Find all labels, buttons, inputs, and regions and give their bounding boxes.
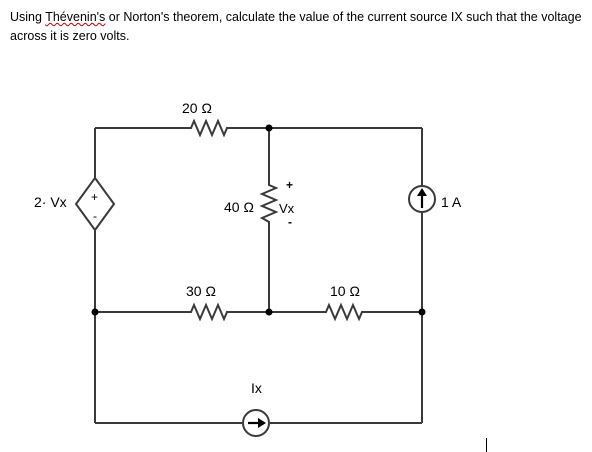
resistor-10-zigzag (320, 305, 368, 319)
current-source-1a (409, 186, 462, 212)
resistor-30-label: 30 Ω (186, 283, 216, 299)
vx-label: Vx (279, 201, 295, 216)
dependent-source-plus: + (91, 190, 99, 204)
circuit-wires (95, 128, 422, 423)
resistor-10-ohm (320, 283, 368, 319)
dependent-voltage-source (34, 178, 114, 230)
dependent-source-label: 2· Vx (34, 194, 67, 210)
question-suffix: or Norton's theorem, calculate the value of the current source IX such that the voltage across it is zero volts. (10, 10, 582, 43)
resistor-40-label: 40 Ω (224, 199, 254, 215)
node-left-middle (92, 309, 99, 316)
question-highlight-word: Thévenin's (45, 10, 106, 24)
circuit-nodes (92, 125, 426, 316)
vx-minus: - (288, 215, 292, 229)
current-source-ix (243, 380, 269, 436)
current-source-ix-label: Ix (251, 380, 262, 396)
resistor-10-label: 10 Ω (330, 283, 360, 299)
question-prefix: Using (10, 10, 46, 24)
node-center (266, 309, 273, 316)
resistor-20-zigzag (185, 121, 233, 135)
dependent-source-minus: - (93, 209, 97, 223)
current-source-1a-label: 1 A (441, 194, 462, 210)
text-cursor (486, 438, 487, 452)
resistor-40-zigzag (262, 180, 276, 228)
vx-plus: + (286, 178, 294, 192)
resistor-20-label: 20 Ω (182, 100, 212, 116)
resistor-30-ohm (185, 283, 233, 319)
node-top-middle (266, 125, 273, 132)
vx-voltage-marker (279, 178, 295, 229)
resistor-20-ohm (182, 100, 233, 135)
resistor-30-zigzag (185, 305, 233, 319)
resistor-40-ohm (224, 180, 276, 228)
node-right-middle (419, 309, 426, 316)
